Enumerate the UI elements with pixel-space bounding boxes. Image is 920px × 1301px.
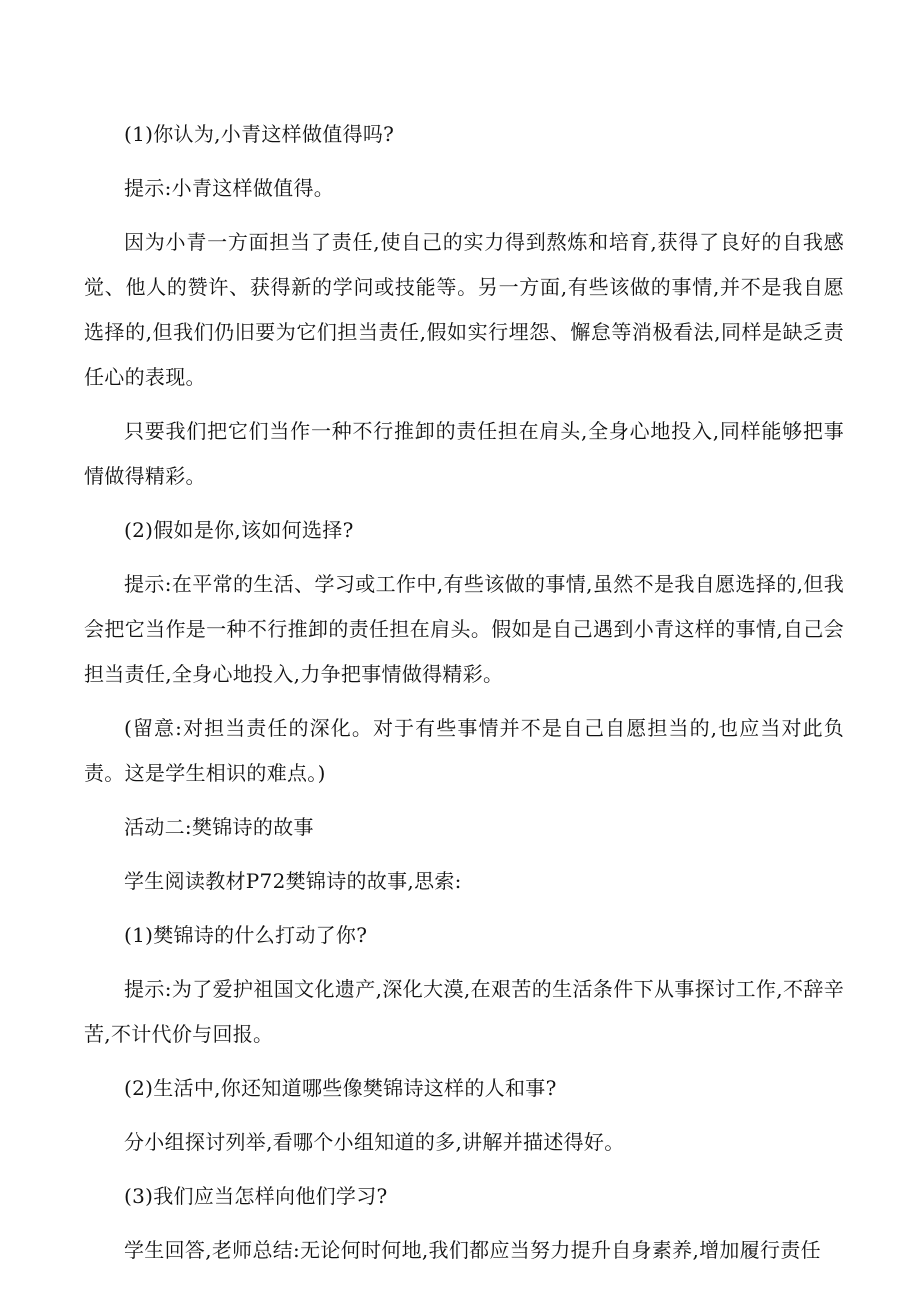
paragraph-explanation: 因为小青一方面担当了责任,使自己的实力得到熬炼和培育,获得了良好的自我感觉、他人的赞许、获得新的学问或技能等。另一方面,有些该做的事情,并不是我自愿选择的,但我们仍旧要为它们担当责任,假如实行埋怨、懈怠等消极看法,同样是缺乏责任心的表现。 — [84, 230, 844, 389]
paragraph-question-2: (2)假如是你,该如何选择? — [124, 518, 354, 542]
paragraph-note: (留意:对担当责任的深化。对于有些事情并不是自己自愿担当的,也应当对此负责。这是学生相识的难点。) — [84, 716, 844, 785]
paragraph-reading-task: 学生阅读教材P72樊锦诗的故事,思索: — [124, 869, 462, 893]
paragraph-activity-heading: 活动二:樊锦诗的故事 — [124, 815, 314, 839]
paragraph-activity-question-3: (3)我们应当怎样向他们学习? — [124, 1184, 388, 1208]
paragraph-conclusion: 只要我们把它们当作一种不行推卸的责任担在肩头,全身心地投入,同样能够把事情做得精彩。 — [84, 419, 844, 488]
paragraph-summary: 学生回答,老师总结:无论何时何地,我们都应当努力提升自身素养,增加履行责任 — [124, 1238, 821, 1262]
paragraph-hint-1: 提示:小青这样做值得。 — [124, 176, 335, 200]
paragraph-question-1: (1)你认为,小青这样做值得吗? — [124, 122, 395, 146]
document-body — [84, 112, 844, 1282]
paragraph-group-discussion: 分小组探讨列举,看哪个小组知道的多,讲解并描述得好。 — [124, 1130, 625, 1154]
paragraph-activity-question-1: (1)樊锦诗的什么打动了你? — [124, 923, 368, 947]
paragraph-activity-question-2: (2)生活中,你还知道哪些像樊锦诗这样的人和事? — [124, 1076, 557, 1100]
paragraph-activity-hint-1: 提示:为了爱护祖国文化遗产,深化大漠,在艰苦的生活条件下从事探讨工作,不辞辛苦,不计代价与回报。 — [84, 977, 844, 1046]
paragraph-hint-2: 提示:在平常的生活、学习或工作中,有些该做的事情,虽然不是我自愿选择的,但我会把它当作是一种不行推卸的责任担在肩头。假如是自己遇到小青这样的事情,自己会担当责任,全身心地投入,力争把事情做得精彩。 — [84, 572, 844, 686]
